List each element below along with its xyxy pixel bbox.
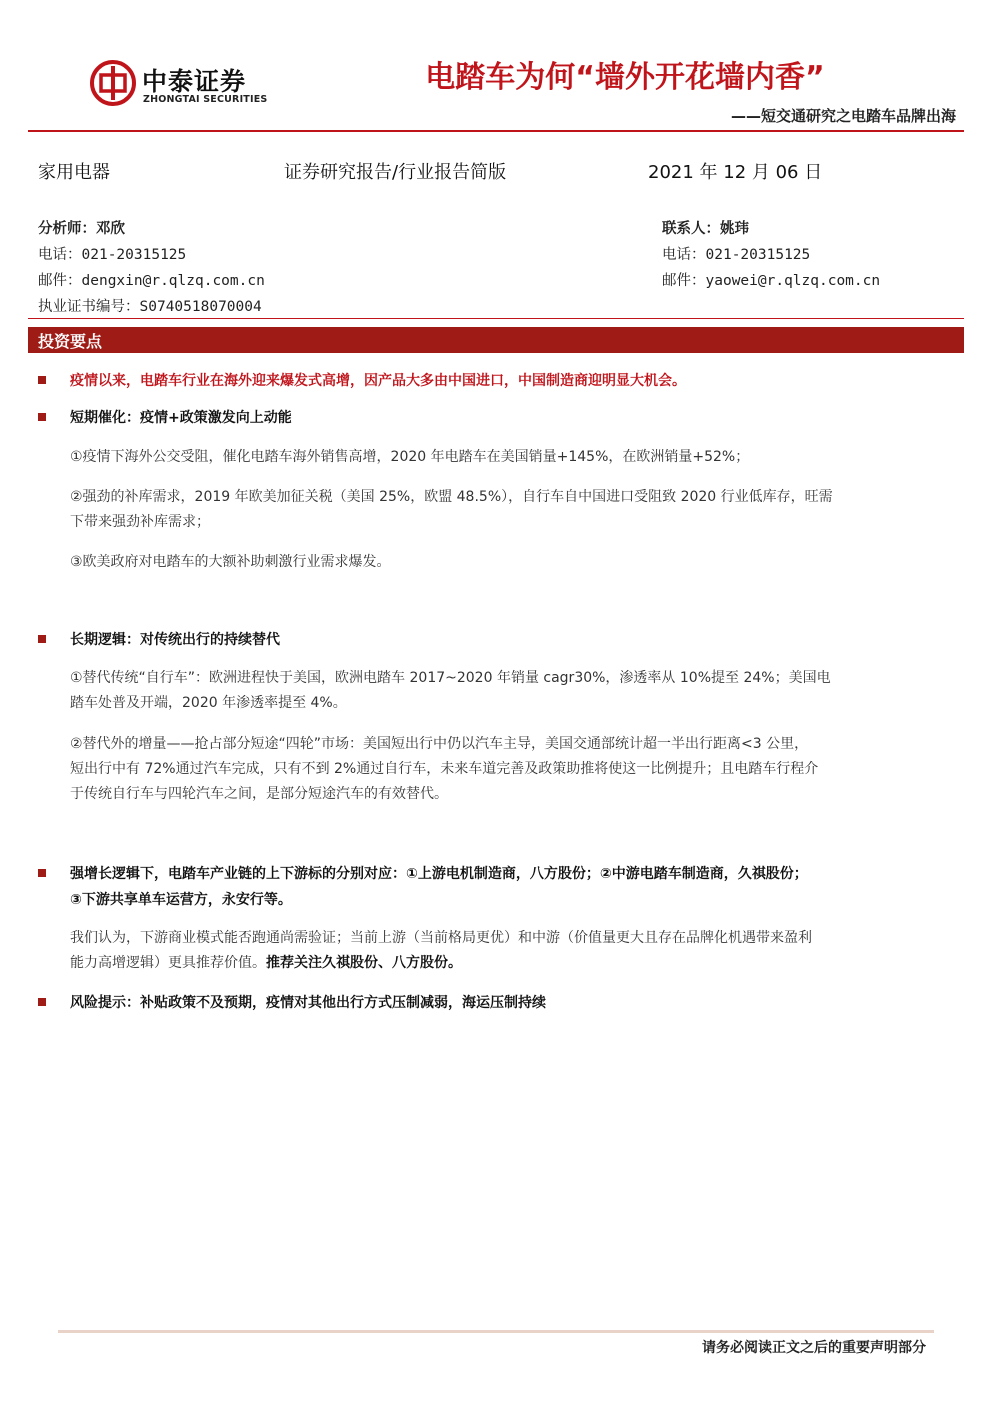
point-value-chain: 强增长逻辑下，电踏车产业链的上下游标的分别对应：①上游电机制造商，八方股份；②中游电踏车制造商，久祺股份； (70, 866, 808, 882)
section-banner (28, 327, 964, 353)
analyst-license-line (38, 295, 262, 316)
point-headline: 疫情以来，电踏车行业在海外迎来爆发式高增，因产品大多由中国进口，中国制造商迎明显大机会。 (70, 373, 686, 389)
analyst-name: 邓欣 (96, 221, 125, 237)
header-divider (28, 130, 964, 132)
paragraph-line: 踏车处普及开端，2020 年渗透率提至 4%。 (70, 695, 347, 711)
analyst-license: S0740518070004 (139, 299, 262, 315)
point-long-term-title: 长期逻辑：对传统出行的持续替代 (70, 632, 280, 648)
contact-phone-line (662, 243, 810, 264)
paragraph-line: 下带来强劲补库需求； (70, 514, 210, 530)
company-logo (90, 60, 280, 112)
report-title: 电踏车为何“墙外开花墙内香” (425, 60, 825, 95)
paragraph-line: ③欧美政府对电踏车的大额补助刺激行业需求爆发。 (70, 554, 391, 570)
paragraph-line: 短出行中有 72%通过汽车完成，只有不到 2%通过自行车，未来车道完善及政策助推将使这一比例提升；且电踏车行程介 (70, 761, 819, 777)
paragraph-line: 于传统自行车与四轮汽车之间，是部分短途汽车的有效替代。 (70, 786, 448, 802)
point-risk-warning: 风险提示：补贴政策不及预期，疫情对其他出行方式压制减弱，海运压制持续 (70, 995, 546, 1011)
analyst-phone: 021-20315125 (81, 247, 187, 263)
logo-text-cn: 中泰证券 (142, 67, 247, 96)
industry-category: 家用电器 (38, 162, 110, 183)
bullet-square-icon (38, 869, 46, 877)
bullet-square-icon (38, 376, 46, 384)
contact-email-label: 邮件： (662, 273, 706, 289)
report-date: 2021 年 12 月 06 日 (648, 162, 823, 183)
logo-text-en: ZHONGTAI SECURITIES (143, 94, 268, 105)
analyst-phone-line (38, 243, 186, 264)
analyst-email-label: 邮件： (38, 273, 82, 289)
contact-phone: 021-20315125 (705, 247, 811, 263)
contact-name: 姚玮 (720, 221, 749, 237)
contact-label: 联系人： (662, 221, 720, 237)
analyst-email[interactable]: dengxin@r.qlzq.com.cn (81, 273, 265, 289)
contact-name-line (662, 217, 749, 238)
point-short-term-title: 短期催化：疫情+政策激发向上动能 (70, 410, 292, 426)
contact-phone-label: 电话： (662, 247, 706, 263)
point-value-chain-cont: ③下游共享单车运营方，永安行等。 (70, 892, 292, 908)
paragraph-line: ①疫情下海外公交受阻，催化电踏车海外销售高增，2020 年电踏车在美国销量+145%，在欧洲销量+52%； (70, 449, 750, 465)
recommendation-text: 推荐关注久祺股份、八方股份。 (266, 955, 462, 971)
paragraph-text: 能力高增逻辑）更具推荐价值。 (70, 955, 266, 971)
paragraph-line: ①替代传统“自行车”：欧洲进程快于美国，欧洲电踏车 2017~2020 年销量 cagr30%，渗透率从 10%提至 24%；美国电 (70, 670, 831, 686)
zhongtai-logo-icon (90, 60, 136, 106)
bullet-square-icon (38, 998, 46, 1006)
section-title: 投资要点 (38, 332, 103, 351)
bullet-square-icon (38, 635, 46, 643)
section-divider (28, 318, 964, 319)
analyst-label: 分析师： (38, 221, 96, 237)
footer-divider (58, 1330, 934, 1333)
contact-email[interactable]: yaowei@r.qlzq.com.cn (705, 273, 881, 289)
paragraph-line: ②替代外的增量——抢占部分短途“四轮”市场：美国短出行中仍以汽车主导，美国交通部统计超一半出行距离<3 公里， (70, 736, 809, 752)
report-subtitle: ——短交通研究之电踏车品牌出海 (730, 107, 956, 125)
paragraph-line (70, 951, 462, 976)
paragraph-line: 我们认为，下游商业模式能否跑通尚需验证；当前上游（当前格局更优）和中游（价值量更大且存在品牌化机遇带来盈利 (70, 930, 812, 946)
analyst-phone-label: 电话： (38, 247, 82, 263)
bullet-square-icon (38, 413, 46, 421)
paragraph-line: ②强劲的补库需求，2019 年欧美加征关税（美国 25%，欧盟 48.5%），自行车自中国进口受阻致 2020 行业低库存，旺需 (70, 489, 833, 505)
report-type: 证券研究报告/行业报告简版 (284, 162, 507, 183)
contact-email-line (662, 269, 880, 290)
footer-disclaimer: 请务必阅读正文之后的重要声明部分 (702, 1340, 926, 1356)
analyst-email-line (38, 269, 265, 290)
analyst-name-line (38, 217, 125, 238)
analyst-license-label: 执业证书编号： (38, 299, 140, 315)
